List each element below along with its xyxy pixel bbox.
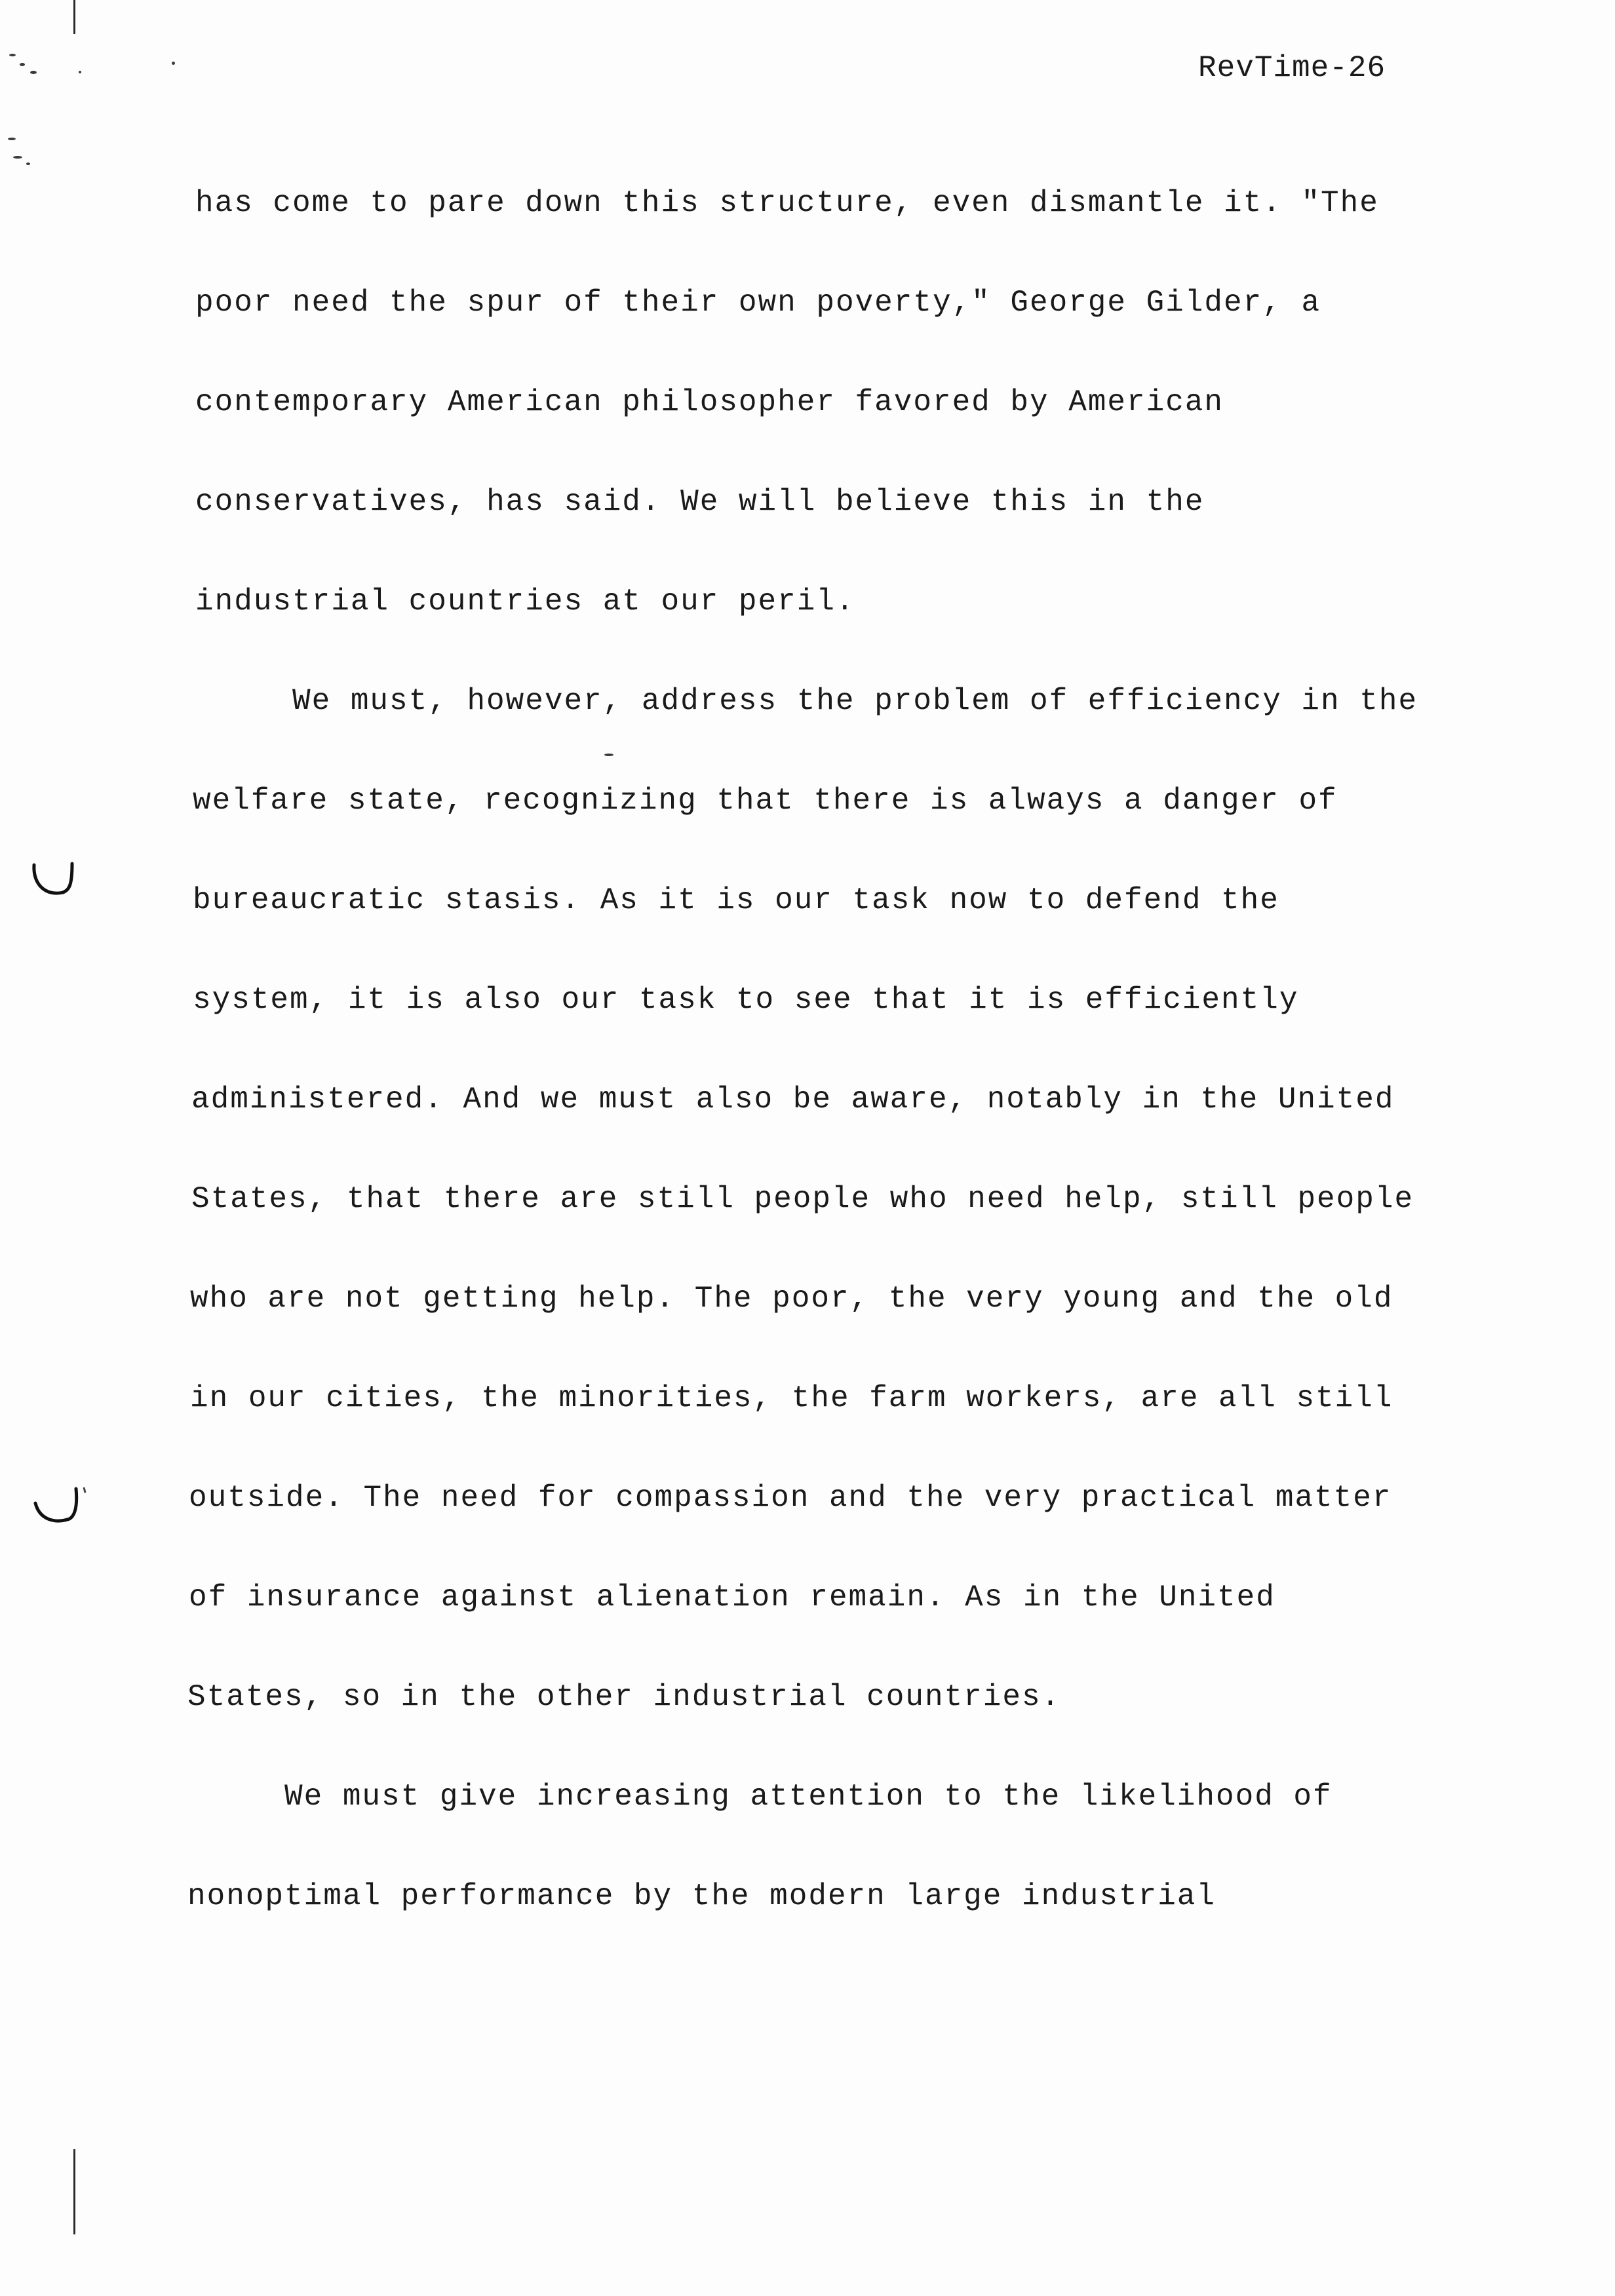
text-line: We must, however, address the problem of efficiency in the	[292, 684, 1418, 718]
scan-speck	[8, 138, 16, 140]
margin-rule-bottom	[73, 2149, 75, 2234]
margin-rule-top	[73, 0, 75, 34]
scan-speck	[9, 54, 16, 56]
text-line: of insurance against alienation remain. As in the United	[189, 1580, 1275, 1615]
scan-speck	[604, 754, 613, 756]
text-line: States, that there are still people who need help, still people	[191, 1182, 1414, 1216]
binder-hole-mark-upper	[29, 858, 81, 904]
scan-speck	[30, 71, 37, 74]
scan-speck	[79, 71, 81, 73]
text-line: nonoptimal performance by the modern large industrial	[187, 1879, 1216, 1913]
binder-hole-mark-lower	[30, 1483, 89, 1535]
page-header: RevTime-26	[1198, 51, 1386, 85]
scan-speck	[20, 63, 25, 66]
text-line: bureaucratic stasis. As it is our task now to defend the	[193, 883, 1279, 917]
text-line: conservatives, has said. We will believe this in the	[195, 485, 1205, 519]
text-line: welfare state, recognizing that there is always a danger of	[193, 784, 1338, 818]
text-line: industrial countries at our peril.	[195, 584, 855, 619]
text-line: system, it is also our task to see that it is efficiently	[193, 983, 1299, 1017]
text-line: has come to pare down this structure, even dismantle it. "The	[195, 186, 1379, 220]
text-line: outside. The need for compassion and the very practical matter	[189, 1481, 1392, 1515]
scan-speck	[13, 156, 22, 159]
text-line: contemporary American philosopher favored by American	[195, 385, 1224, 419]
text-line: in our cities, the minorities, the farm workers, are all still	[190, 1381, 1393, 1415]
scan-speck	[26, 163, 30, 165]
text-line: who are not getting help. The poor, the very young and the old	[190, 1282, 1393, 1316]
text-line: States, so in the other industrial countries.	[187, 1680, 1061, 1714]
scan-speck	[172, 62, 175, 65]
text-line: administered. And we must also be aware, notably in the United	[191, 1082, 1395, 1117]
text-line: We must give increasing attention to the likelihood of	[284, 1780, 1333, 1814]
text-line: poor need the spur of their own poverty," George Gilder, a	[195, 286, 1321, 320]
